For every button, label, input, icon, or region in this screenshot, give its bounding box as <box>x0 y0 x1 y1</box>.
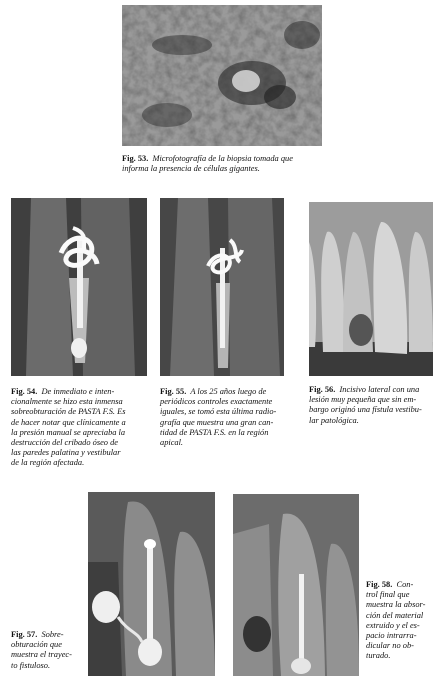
figure-55-radiograph <box>160 198 284 376</box>
caption-57-line-1: Sobre- <box>41 630 64 639</box>
caption-58-line-2: trol final que <box>366 590 410 600</box>
figure-57-radiograph <box>88 492 215 676</box>
radiograph-58-image <box>233 494 359 676</box>
figure-58-number: Fig. 58. <box>366 580 393 589</box>
figure-56-number: Fig. 56. <box>309 385 336 394</box>
caption-55-line-1: A los 25 años luego de <box>190 387 267 396</box>
radiograph-54-image <box>11 198 147 376</box>
caption-54-line-6: destrucción del cribado óseo de <box>11 438 118 448</box>
figure-53-micrograph <box>122 5 322 146</box>
figure-54-number: Fig. 54. <box>11 387 38 396</box>
caption-54-line-5: la presión manual se apreciaba la <box>11 427 126 437</box>
micrograph-image <box>122 5 322 146</box>
caption-figure-54 <box>11 387 151 469</box>
figure-53-number: Fig. 53. <box>122 154 149 163</box>
figure-54-radiograph <box>11 198 147 376</box>
caption-54-line-4: de hacer notar que clínicamente a <box>11 417 126 427</box>
radiograph-57-image <box>88 492 215 676</box>
figure-55-number: Fig. 55. <box>160 387 187 396</box>
caption-55-line-4: grafía que muestra una gran can- <box>160 417 274 427</box>
figure-56-radiograph <box>309 202 433 376</box>
figure-57-number: Fig. 57. <box>11 630 38 639</box>
caption-54-line-1: De inmediato e inten- <box>41 387 115 396</box>
caption-figure-56 <box>309 385 439 426</box>
figure-58-radiograph <box>233 494 359 676</box>
caption-54-line-8: de la región afectada. <box>11 458 85 468</box>
caption-figure-57 <box>11 630 85 671</box>
caption-58-line-8: turado. <box>366 651 391 661</box>
caption-56-line-1: Incisivo lateral con una <box>339 385 420 394</box>
caption-58-line-6: pacio intrarra- <box>366 631 417 641</box>
caption-55-line-2: periódicos controles exactamente <box>160 397 273 407</box>
caption-58-line-3: muestra la absor- <box>366 600 426 610</box>
radiograph-56-image <box>309 202 433 376</box>
caption-55-line-6: apical. <box>160 438 184 448</box>
caption-56-line-4: lar patológica. <box>309 415 359 425</box>
caption-54-line-3: sobreobturación de PASTA F.S. Es <box>11 407 126 417</box>
caption-57-line-2: obturación que <box>11 640 62 650</box>
caption-55-line-5: tidad de PASTA F.S. en la región <box>160 427 269 437</box>
caption-57-line-3: muestra el trayec- <box>11 650 72 660</box>
caption-figure-58 <box>366 580 442 662</box>
caption-54-line-2: cionalmente se hizo esta inmensa <box>11 397 123 407</box>
caption-53-line-1: Microfotografía de la biopsia tomada que <box>152 154 293 163</box>
radiograph-55-image <box>160 198 284 376</box>
caption-56-line-2: lesión muy pequeña que sin em- <box>309 395 417 405</box>
caption-58-line-5: extruido y el es- <box>366 620 420 630</box>
caption-57-line-4: to fistuloso. <box>11 660 51 670</box>
caption-53-line-2: informa la presencia de células gigantes. <box>122 164 260 174</box>
caption-58-line-4: ción del material <box>366 610 424 620</box>
caption-56-line-3: bargo originó una fístula vestibu- <box>309 405 422 415</box>
caption-figure-55 <box>160 387 300 448</box>
caption-54-line-7: las paredes palatina y vestibular <box>11 448 121 458</box>
caption-figure-53 <box>122 154 332 174</box>
caption-55-line-3: iguales, se tomó esta última radio- <box>160 407 277 417</box>
caption-58-line-1: Con- <box>396 580 414 589</box>
caption-58-line-7: dicular no ob- <box>366 641 414 651</box>
